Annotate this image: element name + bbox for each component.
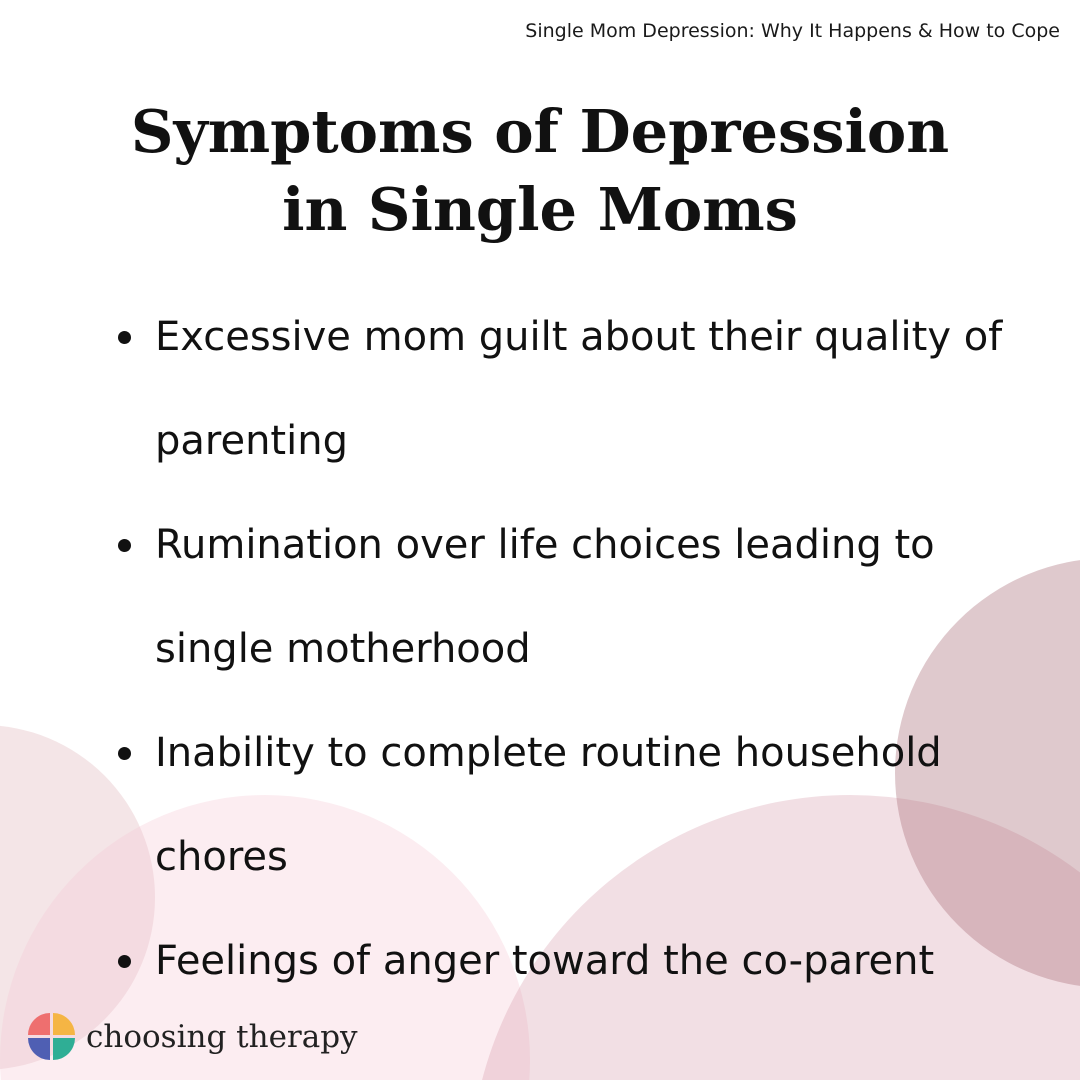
- list-item-text-line-2: chores: [155, 834, 288, 880]
- brand-name: choosing therapy: [86, 1019, 358, 1055]
- list-item-text-line-1: Rumination over life choices leading to: [155, 522, 935, 568]
- bullet-icon: [118, 539, 131, 552]
- page-title-line-1: Symptoms of Depression: [130, 97, 950, 166]
- bullet-icon: [118, 955, 131, 968]
- brand-logo: [28, 1011, 358, 1063]
- list-item: [115, 909, 1015, 1013]
- bullet-icon: [118, 331, 131, 344]
- logo-segment-green: [53, 1038, 75, 1060]
- list-item-text-line-1: Inability to complete routine household: [155, 730, 942, 776]
- choosing-therapy-logo-icon: [28, 1013, 76, 1061]
- logo-segment-yellow: [53, 1013, 75, 1035]
- symptom-list: [115, 285, 1015, 1013]
- list-item-text-line-1: Excessive mom guilt about their quality of: [155, 314, 1003, 360]
- list-item: [115, 701, 1015, 909]
- list-item-text-line-1: Feelings of anger toward the co-parent: [155, 938, 935, 984]
- bullet-icon: [118, 747, 131, 760]
- article-title: Single Mom Depression: Why It Happens & How to Cope: [525, 20, 1060, 42]
- page-title-line-2: in Single Moms: [282, 175, 798, 244]
- list-item: [115, 493, 1015, 701]
- list-item-text-line-2: single motherhood: [155, 626, 531, 672]
- list-item-text-line-2: parenting: [155, 418, 348, 464]
- page-title: [0, 93, 1080, 249]
- logo-segment-blue: [28, 1038, 50, 1060]
- logo-segment-red: [28, 1013, 50, 1035]
- list-item: [115, 285, 1015, 493]
